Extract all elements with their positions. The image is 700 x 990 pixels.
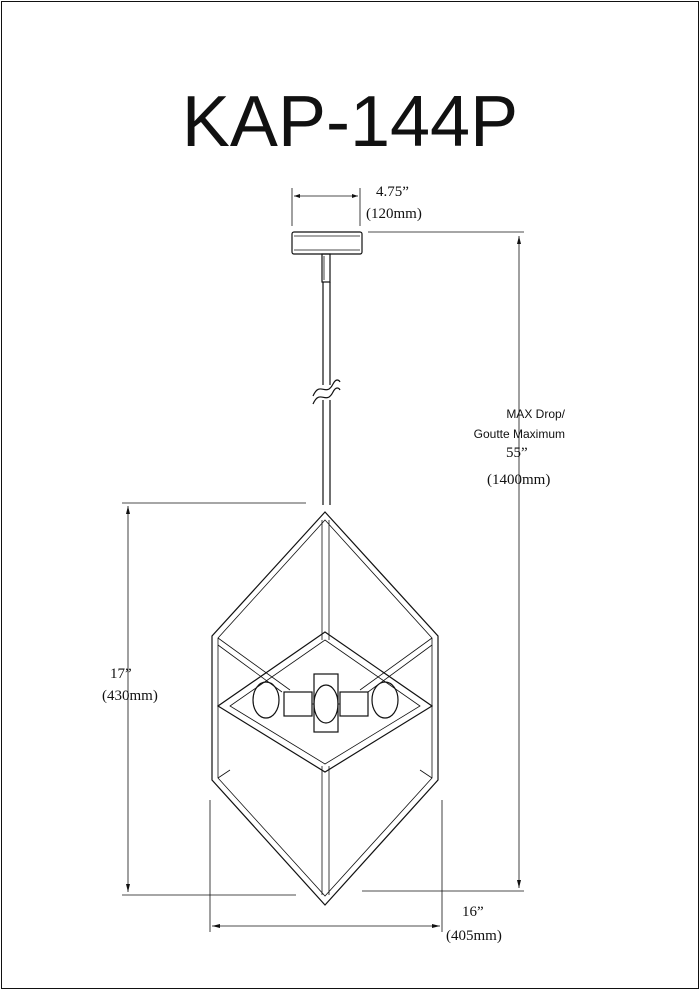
canopy-width-imperial: 4.75” (376, 184, 409, 200)
bulb-left (253, 682, 279, 718)
fixture-cage (212, 512, 438, 905)
model-title: KAP-144P (181, 82, 519, 162)
width-imperial: 16” (462, 904, 484, 920)
canopy-width-dimension (292, 184, 422, 226)
height-imperial: 17” (110, 666, 132, 682)
max-drop-label-2: Goutte Maximum (473, 427, 565, 441)
bulb-cluster (253, 674, 398, 732)
width-metric: (405mm) (446, 928, 502, 944)
max-drop-metric: (1400mm) (487, 472, 551, 488)
max-drop-label-1: MAX Drop/ (506, 407, 565, 421)
height-metric: (430mm) (102, 688, 158, 704)
suspension-rod (313, 282, 340, 505)
max-drop-dimension (362, 232, 566, 891)
canopy (292, 232, 362, 282)
canopy-width-metric: (120mm) (366, 206, 422, 222)
bulb-right (372, 682, 398, 718)
height-dimension (102, 503, 306, 895)
width-dimension (210, 800, 502, 944)
bulb-center (314, 685, 338, 723)
max-drop-imperial: 55” (506, 445, 528, 461)
